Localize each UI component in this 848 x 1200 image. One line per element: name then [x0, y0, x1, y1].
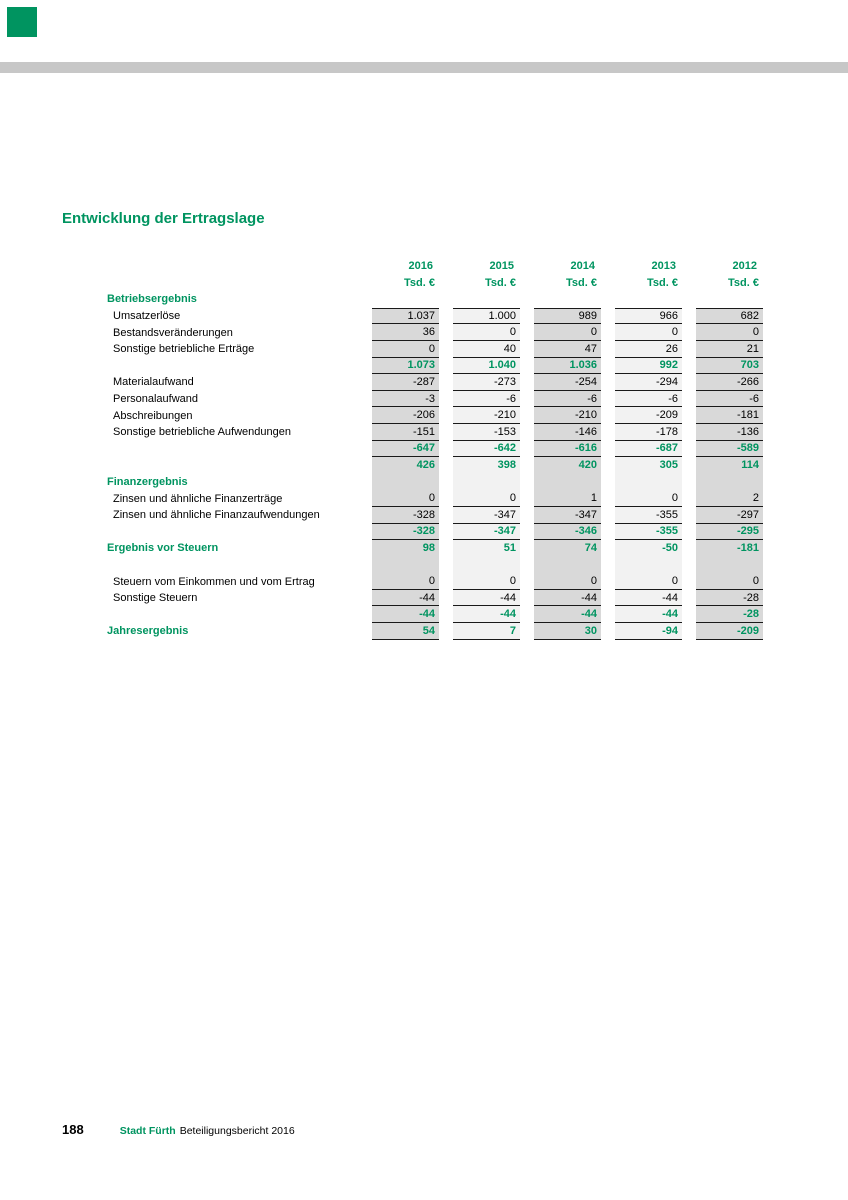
row-label [105, 358, 358, 375]
cell-value: 2 [696, 490, 763, 507]
cell-value: -209 [615, 407, 682, 424]
cell-value: 30 [534, 623, 601, 640]
cell-value: 98 [372, 540, 439, 557]
cell-value [372, 474, 439, 491]
year-header: 2014 [570, 260, 595, 273]
row-label: Sonstige Steuern [113, 592, 198, 605]
cell-value: -355 [615, 524, 682, 541]
cell-value: -294 [615, 374, 682, 391]
cell-value: -210 [453, 407, 520, 424]
cell-value: 703 [696, 358, 763, 375]
row-label [105, 441, 358, 458]
row-label: Sonstige betriebliche Aufwendungen [113, 426, 291, 439]
cell-value: 0 [615, 573, 682, 590]
cell-value: 0 [453, 324, 520, 341]
cell-value: 992 [615, 358, 682, 375]
cell-value: 54 [372, 623, 439, 640]
cell-value: -44 [615, 606, 682, 623]
column-spacer [105, 275, 358, 292]
cell-value: 0 [615, 490, 682, 507]
cell-value [615, 291, 682, 308]
cell-value: 114 [696, 457, 763, 474]
cell-value: 7 [453, 623, 520, 640]
cell-value: -328 [372, 507, 439, 524]
cell-value: -347 [453, 524, 520, 541]
row-label: Personalaufwand [113, 393, 199, 406]
cell-value: 0 [372, 490, 439, 507]
cell-value: 682 [696, 308, 763, 325]
footer [62, 1122, 295, 1137]
cell-value: 40 [453, 341, 520, 358]
cell-value: 0 [372, 341, 439, 358]
cell-value [534, 557, 601, 574]
cell-value: -6 [696, 391, 763, 408]
cell-value: -295 [696, 524, 763, 541]
cell-value: 0 [534, 324, 601, 341]
cell-value [534, 291, 601, 308]
cell-value: -616 [534, 441, 601, 458]
corner-logo-square [7, 7, 37, 37]
cell-value: 0 [696, 573, 763, 590]
cell-value: 0 [372, 573, 439, 590]
cell-value: -206 [372, 407, 439, 424]
row-label: Jahresergebnis [107, 625, 189, 638]
cell-value: -44 [534, 590, 601, 607]
row-label [105, 457, 358, 474]
cell-value [453, 474, 520, 491]
cell-value: 0 [453, 573, 520, 590]
cell-value: -647 [372, 441, 439, 458]
cell-value: -181 [696, 540, 763, 557]
cell-value: -346 [534, 524, 601, 541]
cell-value: -146 [534, 424, 601, 441]
cell-value: -347 [453, 507, 520, 524]
cell-value: 47 [534, 341, 601, 358]
cell-value: -328 [372, 524, 439, 541]
cell-value: -254 [534, 374, 601, 391]
row-label [105, 606, 358, 623]
cell-value: 21 [696, 341, 763, 358]
cell-value: -297 [696, 507, 763, 524]
year-header: 2013 [651, 260, 676, 273]
cell-value: -266 [696, 374, 763, 391]
year-header: 2012 [732, 260, 757, 273]
cell-value: 398 [453, 457, 520, 474]
cell-value [534, 474, 601, 491]
row-label: Steuern vom Einkommen und vom Ertrag [113, 575, 315, 588]
row-label: Materialaufwand [113, 376, 194, 389]
cell-value: -6 [534, 391, 601, 408]
footer-publisher: Stadt Fürth [119, 1125, 176, 1137]
cell-value: 305 [615, 457, 682, 474]
unit-header: Tsd. € [404, 276, 435, 289]
cell-value: 1.073 [372, 358, 439, 375]
cell-value: -687 [615, 441, 682, 458]
cell-value [696, 557, 763, 574]
cell-value [453, 291, 520, 308]
cell-value: 0 [534, 573, 601, 590]
cell-value: 1.037 [372, 308, 439, 325]
unit-header: Tsd. € [566, 276, 597, 289]
cell-value: -6 [453, 391, 520, 408]
financial-table [105, 258, 763, 640]
year-header: 2016 [408, 260, 433, 273]
header-band [0, 62, 848, 73]
cell-value [615, 557, 682, 574]
cell-value: 51 [453, 540, 520, 557]
year-header: 2015 [489, 260, 514, 273]
cell-value: 989 [534, 308, 601, 325]
cell-value: -44 [372, 590, 439, 607]
row-label [105, 557, 358, 574]
cell-value: 0 [453, 490, 520, 507]
cell-value [372, 291, 439, 308]
row-label: Bestandsveränderungen [113, 326, 233, 339]
row-label: Zinsen und ähnliche Finanzerträge [113, 492, 283, 505]
row-label: Finanzergebnis [107, 476, 188, 489]
row-label: Sonstige betriebliche Erträge [113, 343, 255, 356]
page-number: 188 [62, 1122, 84, 1137]
row-label: Zinsen und ähnliche Finanzaufwendungen [113, 509, 320, 522]
cell-value: -355 [615, 507, 682, 524]
footer-report-title: Beteiligungsbericht 2016 [179, 1125, 295, 1137]
cell-value: 426 [372, 457, 439, 474]
cell-value: -273 [453, 374, 520, 391]
cell-value: -181 [696, 407, 763, 424]
cell-value: 0 [696, 324, 763, 341]
row-label: Umsatzerlöse [113, 310, 181, 323]
cell-value [696, 291, 763, 308]
row-label: Abschreibungen [113, 409, 193, 422]
unit-header: Tsd. € [485, 276, 516, 289]
cell-value [453, 557, 520, 574]
page-title: Entwicklung der Ertragslage [62, 210, 265, 228]
column-spacer [105, 258, 358, 275]
unit-header: Tsd. € [728, 276, 759, 289]
cell-value: -44 [615, 590, 682, 607]
cell-value: -642 [453, 441, 520, 458]
cell-value: -28 [696, 606, 763, 623]
cell-value [615, 474, 682, 491]
row-label [105, 524, 358, 541]
cell-value: 1 [534, 490, 601, 507]
cell-value: -178 [615, 424, 682, 441]
cell-value: -3 [372, 391, 439, 408]
cell-value: -44 [372, 606, 439, 623]
cell-value: 1.000 [453, 308, 520, 325]
row-label: Ergebnis vor Steuern [107, 542, 219, 555]
cell-value: 1.040 [453, 358, 520, 375]
cell-value: -210 [534, 407, 601, 424]
cell-value: 74 [534, 540, 601, 557]
cell-value [696, 474, 763, 491]
unit-header: Tsd. € [647, 276, 678, 289]
cell-value: -151 [372, 424, 439, 441]
cell-value: 420 [534, 457, 601, 474]
cell-value: -287 [372, 374, 439, 391]
cell-value: -50 [615, 540, 682, 557]
cell-value: 26 [615, 341, 682, 358]
cell-value: 36 [372, 324, 439, 341]
cell-value [372, 557, 439, 574]
cell-value: 966 [615, 308, 682, 325]
cell-value: -136 [696, 424, 763, 441]
cell-value: -153 [453, 424, 520, 441]
cell-value: -44 [453, 590, 520, 607]
cell-value: -209 [696, 623, 763, 640]
cell-value: -28 [696, 590, 763, 607]
cell-value: 0 [615, 324, 682, 341]
row-label: Betriebsergebnis [107, 293, 197, 306]
cell-value: -347 [534, 507, 601, 524]
cell-value: -6 [615, 391, 682, 408]
cell-value: 1.036 [534, 358, 601, 375]
cell-value: -94 [615, 623, 682, 640]
cell-value: -589 [696, 441, 763, 458]
cell-value: -44 [453, 606, 520, 623]
cell-value: -44 [534, 606, 601, 623]
